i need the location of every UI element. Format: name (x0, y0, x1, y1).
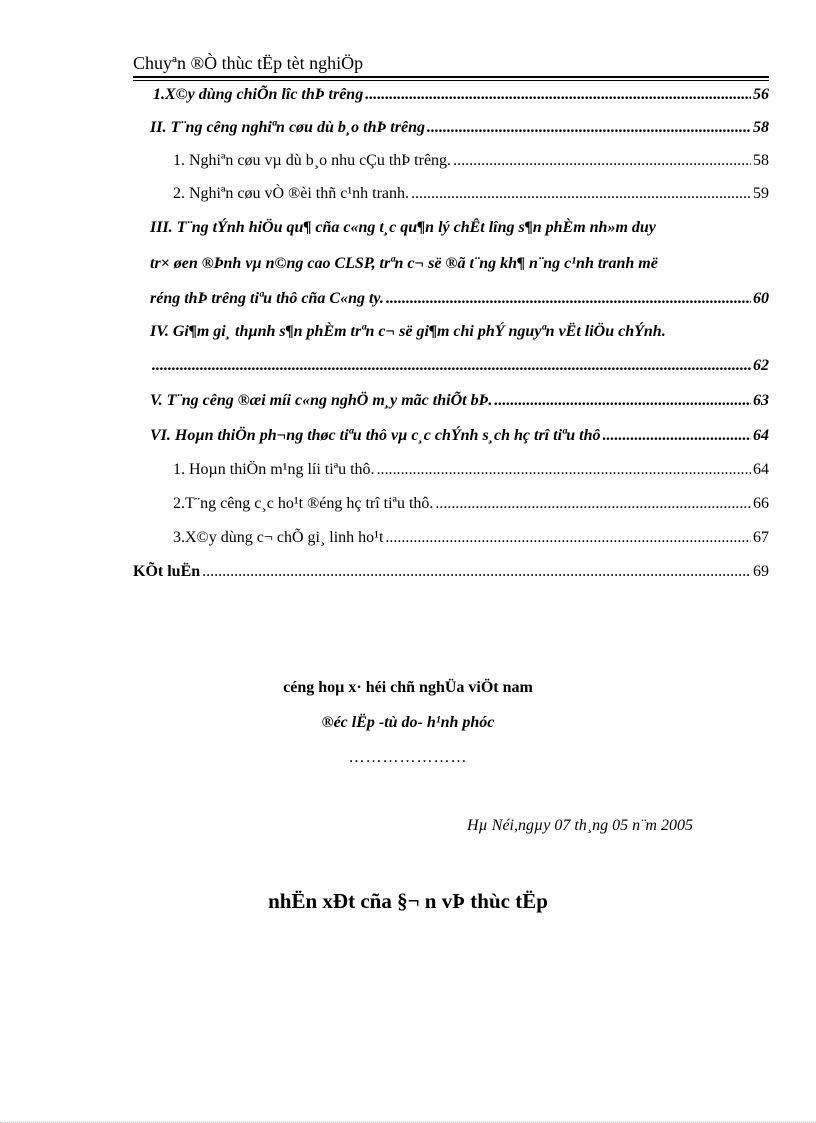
toc-leader (603, 427, 751, 445)
toc-entry (173, 495, 769, 517)
toc-entry-page: 69 (753, 563, 769, 580)
toc-leader (386, 290, 751, 308)
header-rule-thin (133, 80, 769, 81)
toc-entry-label-line: tr× øen ®Þnh vµ n©ng cao CLSP, trªn c¬ së ®ã t¨ng kh¶ n¨ng c¹nh tranh më (150, 255, 658, 272)
motto-separator: ………………… (348, 749, 468, 766)
header-rule (133, 76, 769, 78)
toc-leader (377, 461, 751, 479)
toc-entry (173, 529, 769, 551)
toc-entry-label-line: IV. Gi¶m gi¸ thµnh s¶n phÈm trªn c¬ së gi¶m chi phÝ nguyªn vËt liÖu chÝnh. (150, 323, 666, 340)
page-header: Chuyªn ®Ò thùc tËp tèt nghiÖp (133, 53, 364, 73)
toc-entry-label: VI. Hoµn thiÖn ph¬ng thøc tiªu thô vµ c¸c chÝnh s¸ch hç trî tiªu thô (150, 427, 601, 444)
toc-entry (153, 86, 769, 108)
toc-entry-label: KÕt luËn (133, 563, 201, 580)
toc-leader (453, 152, 751, 170)
toc-leader (435, 495, 751, 513)
toc-entry-label: réng thÞ trêng tiªu thô cña C«ng ty. (150, 290, 384, 307)
section-title: nhËn xÐt cña §¬ n vÞ thùc tËp (268, 889, 548, 913)
toc-entry-label: V. T¨ng cêng ®æi míi c«ng nghÖ m¸y mãc thiÕt bÞ. (150, 392, 493, 409)
toc-entry-label: 2. Nghiªn cøu vÒ ®èi thñ c¹nh tranh. (173, 185, 409, 202)
toc-entry (150, 290, 769, 312)
toc-leader (411, 185, 751, 203)
toc-entry-page: 60 (753, 290, 769, 307)
toc-entry (173, 461, 769, 483)
toc-leader (202, 563, 751, 581)
toc-entry-label: II. T¨ng cêng nghiªn cøu dù b¸o thÞ trêng (150, 119, 425, 136)
toc-leader (427, 119, 751, 137)
toc-entry-label-line: III. T¨ng tÝnh hiÖu qu¶ cña c«ng t¸c qu¶n lý chÊt lîng s¶n phÈm nh»m duy (150, 219, 656, 236)
toc-entry (173, 152, 769, 174)
toc-entry-label: 1.X©y dùng chiÕn lîc thÞ trêng (153, 86, 364, 103)
toc-entry-page: 58 (753, 152, 769, 169)
toc-leader (365, 86, 751, 104)
toc-entry-page: 56 (753, 86, 769, 103)
toc-entry-label: 1. Nghiªn cøu vµ dù b¸o nhu cÇu thÞ trêng. (173, 152, 452, 169)
toc-entry-page: 62 (753, 357, 769, 374)
toc-entry-page: 67 (753, 529, 769, 546)
toc-leader (385, 529, 751, 547)
date-line: Hµ Néi,ngµy 07 th¸ng 05 n¨m 2005 (467, 817, 693, 834)
toc-entry (173, 185, 769, 207)
toc-entry-label: 1. Hoµn thiÖn m¹ng líi tiªu thô. (173, 461, 375, 478)
toc-leader (152, 357, 751, 375)
toc-entry-page: 58 (753, 119, 769, 136)
national-motto-subline: ®éc lËp -tù do- h¹nh phóc (321, 714, 495, 731)
toc-entry-page: 64 (753, 461, 769, 478)
toc-entry-label: 2.T¨ng cêng c¸c ho¹t ®éng hç trî tiªu thô. (173, 495, 434, 512)
toc-entry-page: 63 (753, 392, 769, 409)
toc-entry (150, 119, 769, 141)
toc-entry (150, 392, 769, 414)
toc-entry-page: 59 (753, 185, 769, 202)
toc-leader (494, 392, 751, 410)
toc-entry (150, 427, 769, 449)
toc-entry-page: 66 (753, 495, 769, 512)
toc-entry (150, 357, 769, 379)
toc-entry-page: 64 (753, 427, 769, 444)
national-motto-line: céng hoµ x· héi chñ nghÜa viÖt nam (283, 679, 533, 696)
toc-entry-label: 3.X©y dùng c¬ chÕ gi¸ linh ho¹t (173, 529, 384, 546)
toc-entry (133, 563, 769, 585)
